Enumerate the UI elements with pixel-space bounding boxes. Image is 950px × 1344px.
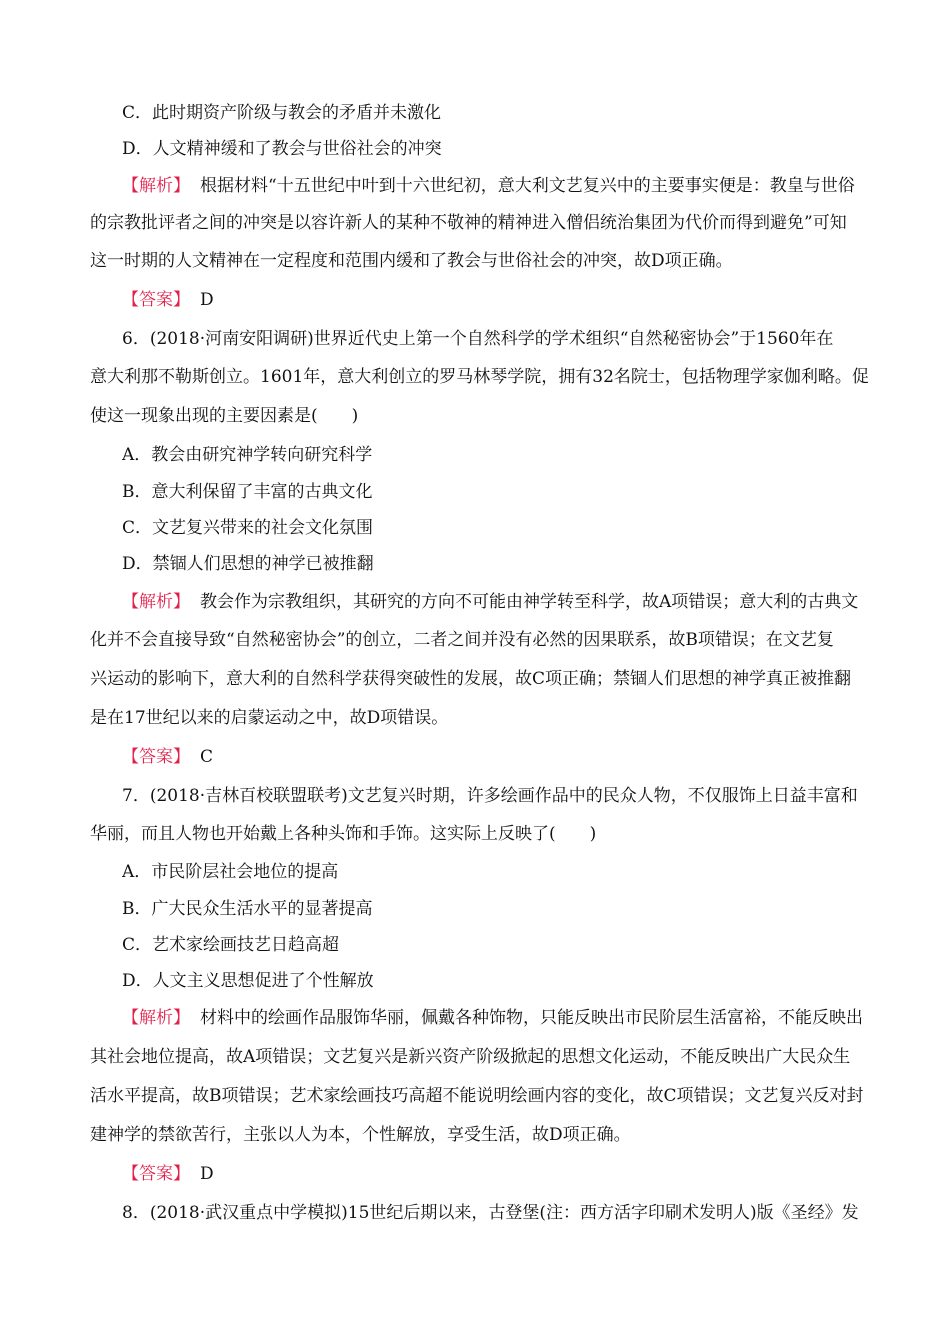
answer-value: D [200, 1164, 214, 1184]
q5-analysis-line-1: 【解析】 根据材料“十五世纪中叶到十六世纪初，意大利文艺复兴中的主要事实便是：教皇与世俗 [122, 176, 855, 196]
q6-stem-line-1: 6．(2018·河南安阳调研)世界近代史上第一个自然科学的学术组织“自然秘密协会”于1560年在 [122, 329, 834, 349]
q7-analysis-line-2: 其社会地位提高，故A项错误；文艺复兴是新兴资产阶级掀起的思想文化运动，不能反映出广大民众生 [90, 1047, 851, 1067]
answer-value: C [200, 747, 214, 767]
q6-answer [122, 745, 870, 769]
q7-option-b: B．广大民众生活水平的显著提高 [122, 899, 373, 919]
analysis-tag: 【解析】 [122, 176, 190, 196]
q6-analysis-line-4: 是在17世纪以来的启蒙运动之中，故D项错误。 [90, 708, 449, 728]
q6-stem-line-3: 使这一现象出现的主要因素是( ) [90, 406, 359, 426]
q7-option-d: D．人文主义思想促进了个性解放 [122, 971, 374, 991]
q5-option-c: C．此时期资产阶级与教会的矛盾并未激化 [122, 103, 442, 123]
q6-analysis-line-3: 兴运动的影响下，意大利的自然科学获得突破性的发展，故C项正确；禁锢人们思想的神学真正被推翻 [90, 669, 852, 689]
q5-analysis-line-3: 这一时期的人文精神在一定程度和范围内缓和了教会与世俗社会的冲突，故D项正确。 [90, 251, 733, 271]
q6-option-a: A．教会由研究神学转向研究科学 [122, 445, 373, 465]
answer-tag: 【答案】 [122, 747, 190, 767]
q7-answer [122, 1162, 870, 1186]
q7-option-c: C．艺术家绘画技艺日趋高超 [122, 935, 340, 955]
analysis-tag: 【解析】 [122, 1008, 190, 1028]
q7-analysis-line-4: 建神学的禁欲苦行，主张以人为本，个性解放，享受生活，故D项正确。 [90, 1125, 631, 1145]
q5-answer [122, 288, 870, 312]
q7-stem-line-1: 7．(2018·吉林百校联盟联考)文艺复兴时期，许多绘画作品中的民众人物，不仅服饰上日益丰富和 [122, 786, 858, 806]
q6-option-c: C．文艺复兴带来的社会文化氛围 [122, 518, 374, 538]
q7-option-a: A．市民阶层社会地位的提高 [122, 862, 339, 882]
q5-analysis-line-2: 的宗教批评者之间的冲突是以容许新人的某种不敬神的精神进入僧侣统治集团为代价而得到避免”可知 [90, 213, 847, 233]
q6-option-d: D．禁锢人们思想的神学已被推翻 [122, 554, 374, 574]
q7-analysis-line-3: 活水平提高，故B项错误；艺术家绘画技巧高超不能说明绘画内容的变化，故C项错误；文艺复兴反对封 [90, 1086, 864, 1106]
answer-tag: 【答案】 [122, 290, 190, 310]
q5-option-d: D．人文精神缓和了教会与世俗社会的冲突 [122, 139, 442, 159]
answer-tag: 【答案】 [122, 1164, 190, 1184]
q7-analysis-line-1: 【解析】 材料中的绘画作品服饰华丽，佩戴各种饰物，只能反映出市民阶层生活富裕，不能反映出 [122, 1008, 863, 1028]
q6-option-b: B．意大利保留了丰富的古典文化 [122, 482, 373, 502]
q6-stem-line-2: 意大利那不勒斯创立。1601年，意大利创立的罗马林琴学院，拥有32名院士，包括物理学家伽利略。促 [90, 367, 869, 387]
answer-value: D [200, 290, 214, 310]
q8-stem-line-1: 8．(2018·武汉重点中学模拟)15世纪后期以来，古登堡(注：西方活字印刷术发明人)版《圣经》发 [122, 1203, 859, 1223]
analysis-tag: 【解析】 [122, 592, 190, 612]
q6-analysis-line-1: 【解析】 教会作为宗教组织，其研究的方向不可能由神学转至科学，故A项错误；意大利的古典文 [122, 592, 859, 612]
q6-analysis-line-2: 化并不会直接导致“自然秘密协会”的创立，二者之间并没有必然的因果联系，故B项错误；在文艺复 [90, 630, 834, 650]
q7-stem-line-2: 华丽，而且人物也开始戴上各种头饰和手饰。这实际上反映了( ) [90, 824, 597, 844]
